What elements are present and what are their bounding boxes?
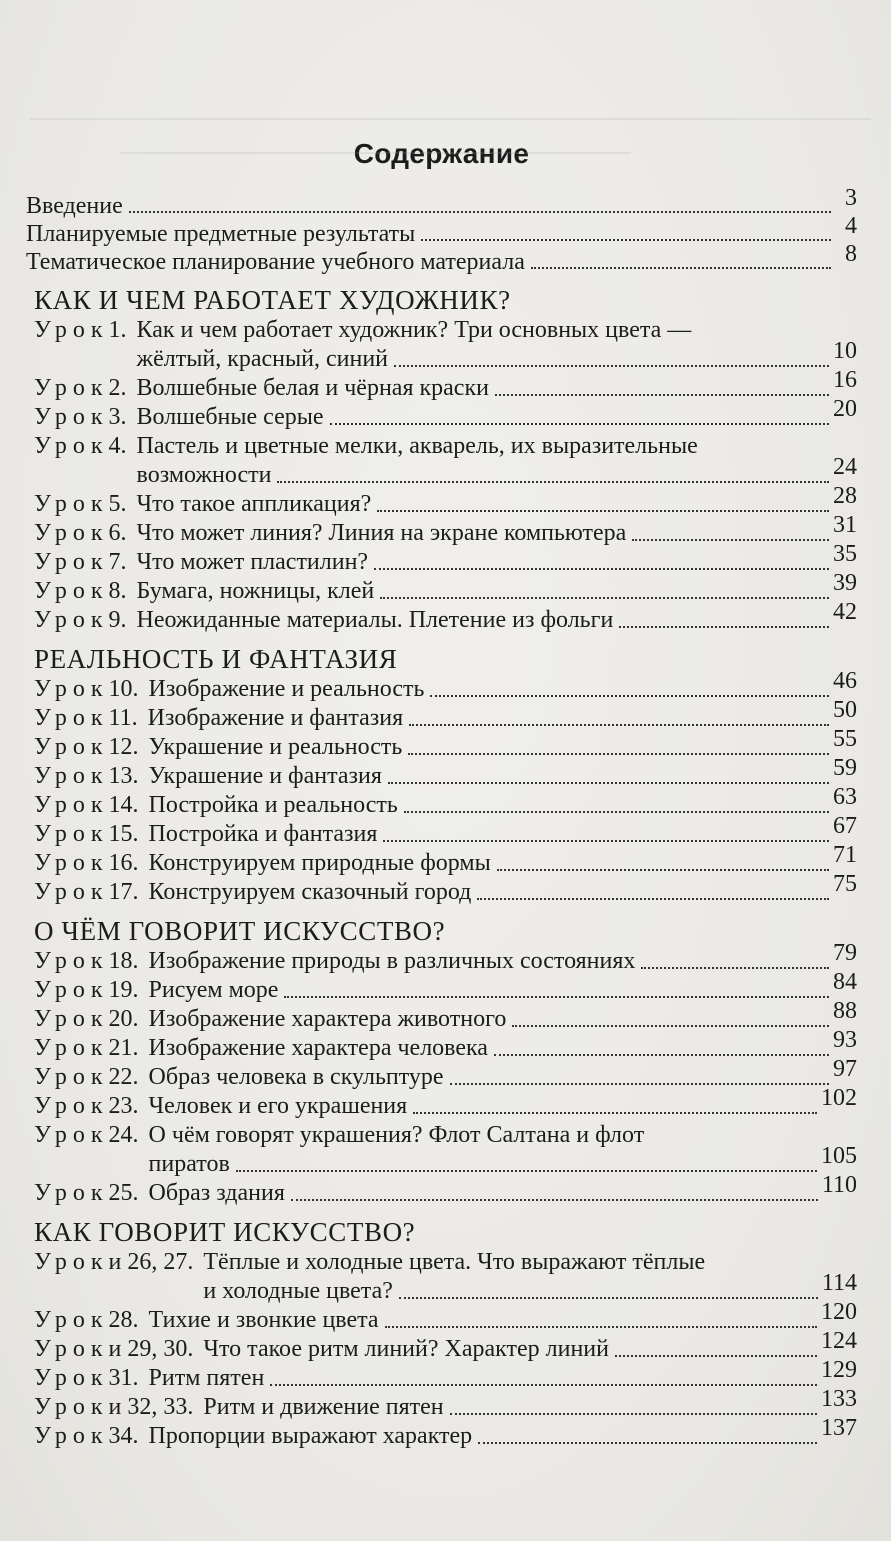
entry-text: Тематическое планирование учебного материала: [26, 249, 525, 275]
lesson-label: Урок: [34, 578, 109, 604]
dot-leader: [291, 1199, 818, 1201]
dot-leader: [374, 568, 829, 570]
page-number: 105: [821, 1143, 857, 1169]
page-number: 114: [821, 1270, 857, 1296]
lesson-entry[interactable]: [26, 483, 857, 519]
dot-leader: [284, 996, 829, 998]
page-number: 137: [821, 1415, 857, 1441]
lesson-label: Урок: [34, 1122, 109, 1148]
lesson-entry[interactable]: [26, 512, 857, 548]
lesson-entry[interactable]: [26, 1172, 857, 1208]
page-number: 50: [833, 697, 857, 723]
lesson-title: Человек и его украшения: [148, 1093, 408, 1119]
dot-leader: [497, 869, 829, 871]
lesson-number: 34.: [108, 1423, 139, 1449]
lesson-number: 16.: [108, 850, 139, 876]
page-number: 46: [833, 668, 857, 694]
lesson-number: 23.: [108, 1093, 139, 1119]
lesson-title-line: Тёплые и холодные цвета. Что выражают тёплые: [203, 1249, 706, 1275]
lesson-number: 3.: [108, 404, 127, 430]
dot-leader: [388, 782, 829, 784]
lesson-entry[interactable]: [26, 940, 857, 976]
lesson-label: Урок: [34, 317, 109, 343]
page-number: 124: [821, 1328, 857, 1354]
lesson-number: 29, 30.: [127, 1336, 194, 1362]
dot-leader: [377, 510, 829, 512]
bleed-through-line: [30, 118, 871, 120]
lesson-title: Ритм пятен: [148, 1365, 265, 1391]
lesson-title: Бумага, ножницы, клей: [136, 578, 375, 604]
dot-leader: [531, 267, 831, 269]
lesson-label: Урок: [34, 948, 109, 974]
lesson-entry[interactable]: [26, 1299, 857, 1335]
bleed-through-line: [120, 152, 631, 154]
lesson-number: 28.: [108, 1307, 139, 1333]
lesson-label: Урок: [34, 520, 109, 546]
lesson-label: Уроки: [34, 1394, 128, 1420]
dot-leader: [615, 1355, 817, 1357]
dot-leader: [394, 365, 829, 367]
lesson-number: 19.: [108, 977, 139, 1003]
page-number: 3: [845, 185, 857, 211]
lesson-label: Урок: [34, 607, 109, 633]
page-number: 24: [833, 454, 857, 480]
dot-leader: [277, 481, 829, 483]
lesson-number: 18.: [108, 948, 139, 974]
lesson-title: жёлтый, красный, синий: [136, 346, 389, 372]
page-number: 129: [821, 1357, 857, 1383]
dot-leader: [478, 1442, 817, 1444]
lesson-title: пиратов: [148, 1151, 230, 1177]
lesson-label: Урок: [34, 1180, 109, 1206]
page-number: 39: [833, 570, 857, 596]
lesson-number: 22.: [108, 1064, 139, 1090]
page-number: 120: [821, 1299, 857, 1325]
lesson-label: Урок: [34, 1423, 109, 1449]
lesson-number: 6.: [108, 520, 127, 546]
lesson-title: Тихие и звонкие цвета: [148, 1307, 379, 1333]
dot-leader: [129, 211, 831, 213]
lesson-label: Урок: [34, 792, 109, 818]
lesson-label: Урок: [34, 375, 109, 401]
lesson-title: Пропорции выражают характер: [148, 1423, 473, 1449]
lesson-title: Волшебные белая и чёрная краски: [136, 375, 489, 401]
dot-leader: [619, 626, 829, 628]
lesson-label: Урок: [34, 1006, 109, 1032]
lesson-title: Украшение и реальность: [148, 734, 403, 760]
lesson-title-line: Как и чем работает художник? Три основных цвета —: [136, 317, 692, 343]
lesson-number: 12.: [108, 734, 139, 760]
dot-leader: [477, 898, 829, 900]
lesson-title: и холодные цвета?: [203, 1278, 393, 1304]
dot-leader: [408, 753, 829, 755]
lesson-entry[interactable]: [26, 871, 857, 907]
lesson-title: Образ человека в скульптуре: [148, 1064, 444, 1090]
page-number: 84: [833, 969, 857, 995]
dot-leader: [399, 1297, 818, 1299]
lesson-number: 10.: [108, 676, 139, 702]
page-number: 67: [833, 813, 857, 839]
lesson-number: 9.: [108, 607, 127, 633]
lesson-title: Рисуем море: [148, 977, 279, 1003]
lesson-label: Урок: [34, 1093, 109, 1119]
lesson-title: Постройка и фантазия: [148, 821, 378, 847]
lesson-label: Уроки: [34, 1249, 128, 1275]
lesson-label: Урок: [34, 705, 109, 731]
toc-section: [26, 1216, 857, 1451]
toc-sections: [26, 284, 857, 1451]
lesson-number: 8.: [108, 578, 127, 604]
lesson-title: Ритм и движение пятен: [203, 1394, 444, 1420]
toc-entry[interactable]: [26, 185, 857, 220]
lesson-title: Изображение природы в различных состояниях: [148, 948, 636, 974]
lesson-number: 21.: [108, 1035, 139, 1061]
page-number: 97: [833, 1056, 857, 1082]
lesson-number: 14.: [108, 792, 139, 818]
lesson-entry[interactable]: [26, 998, 857, 1034]
lesson-title: Изображение характера человека: [148, 1035, 488, 1061]
lesson-label: Урок: [34, 433, 109, 459]
page-number: 75: [833, 871, 857, 897]
lesson-entry[interactable]: [26, 1121, 857, 1179]
lesson-entry[interactable]: [26, 1248, 857, 1306]
section-title: КАК И ЧЕМ РАБОТАЕТ ХУДОЖНИК?: [34, 285, 511, 315]
dot-leader: [450, 1413, 817, 1415]
lesson-entry[interactable]: [26, 541, 857, 577]
lesson-title: Что такое аппликация?: [136, 491, 372, 517]
page-number: 10: [833, 338, 857, 364]
lesson-entry[interactable]: [26, 755, 857, 791]
lesson-number: 24.: [108, 1122, 139, 1148]
lesson-number: 25.: [108, 1180, 139, 1206]
entry-text: Введение: [26, 193, 123, 219]
dot-leader: [236, 1170, 817, 1172]
lesson-label: Урок: [34, 977, 109, 1003]
page-number: 4: [845, 213, 857, 239]
page-number: 71: [833, 842, 857, 868]
lesson-entry[interactable]: [26, 316, 857, 374]
lesson-title: Конструируем сказочный город: [148, 879, 472, 905]
lesson-title: Постройка и реальность: [148, 792, 398, 818]
lesson-title: Изображение характера животного: [148, 1006, 507, 1032]
lesson-number: 11.: [108, 705, 138, 731]
page-title: Содержание: [353, 138, 530, 169]
lesson-entry[interactable]: [26, 1056, 857, 1092]
page-number: 88: [833, 998, 857, 1024]
lesson-label: Урок: [34, 1365, 109, 1391]
lesson-entry[interactable]: [26, 570, 857, 606]
page-number: 42: [833, 599, 857, 625]
dot-leader: [495, 394, 829, 396]
lesson-entry[interactable]: [26, 432, 857, 490]
lesson-number: 7.: [108, 549, 127, 575]
page-number: 8: [845, 241, 857, 267]
lesson-label: Урок: [34, 676, 109, 702]
lesson-entry[interactable]: [26, 784, 857, 820]
toc-section: [26, 284, 857, 635]
page-number: 63: [833, 784, 857, 810]
page-number: 20: [833, 396, 857, 422]
lesson-title: Что такое ритм линий? Характер линий: [203, 1336, 609, 1362]
lesson-entry[interactable]: [26, 1085, 857, 1121]
dot-leader: [632, 539, 829, 541]
lesson-number: 5.: [108, 491, 127, 517]
lesson-label: Урок: [34, 821, 109, 847]
lesson-entry[interactable]: [26, 1357, 857, 1393]
lesson-number: 32, 33.: [127, 1394, 194, 1420]
dot-leader: [450, 1083, 829, 1085]
lesson-title-line: О чём говорят украшения? Флот Салтана и флот: [148, 1122, 645, 1148]
lesson-title: Что может линия? Линия на экране компьютера: [136, 520, 627, 546]
section-title: КАК ГОВОРИТ ИСКУССТВО?: [34, 1217, 416, 1247]
lesson-label: Урок: [34, 1064, 109, 1090]
lesson-title: Изображение и реальность: [148, 676, 425, 702]
page-number: 93: [833, 1027, 857, 1053]
dot-leader: [330, 423, 829, 425]
lesson-title: возможности: [136, 462, 272, 488]
page-number: 16: [833, 367, 857, 393]
lesson-title: Образ здания: [148, 1180, 285, 1206]
dot-leader: [383, 840, 829, 842]
dot-leader: [409, 724, 829, 726]
section-title: РЕАЛЬНОСТЬ И ФАНТАЗИЯ: [34, 644, 398, 674]
dot-leader: [641, 967, 829, 969]
lesson-entry[interactable]: [26, 697, 857, 733]
lesson-entry[interactable]: [26, 1027, 857, 1063]
lesson-title: Неожиданные материалы. Плетение из фольги: [136, 607, 614, 633]
lesson-title-line: Пастель и цветные мелки, акварель, их выразительные: [136, 433, 698, 459]
lesson-label: Уроки: [34, 1336, 128, 1362]
lesson-label: Урок: [34, 879, 109, 905]
lesson-number: 4.: [108, 433, 127, 459]
lesson-number: 26, 27.: [127, 1249, 194, 1275]
lesson-label: Урок: [34, 1307, 109, 1333]
lesson-entry[interactable]: [26, 367, 857, 403]
dot-leader: [270, 1384, 817, 1386]
dot-leader: [404, 811, 829, 813]
dot-leader: [380, 597, 829, 599]
toc-section: [26, 915, 857, 1208]
lesson-label: Урок: [34, 763, 109, 789]
lesson-label: Урок: [34, 1035, 109, 1061]
toc-entry[interactable]: [26, 213, 857, 248]
page-number: 31: [833, 512, 857, 538]
dot-leader: [421, 239, 831, 241]
lesson-number: 15.: [108, 821, 139, 847]
lesson-title: Волшебные серые: [136, 404, 324, 430]
page-number: 102: [821, 1085, 857, 1111]
lesson-entry[interactable]: [26, 396, 857, 432]
lesson-label: Урок: [34, 549, 109, 575]
page-number: 133: [821, 1386, 857, 1412]
dot-leader: [494, 1054, 829, 1056]
dot-leader: [385, 1326, 817, 1328]
entry-text: Планируемые предметные результаты: [26, 221, 416, 247]
page-number: 55: [833, 726, 857, 752]
lesson-title: Изображение и фантазия: [147, 705, 404, 731]
section-title: О ЧЁМ ГОВОРИТ ИСКУССТВО?: [34, 916, 446, 946]
lesson-entry[interactable]: [26, 726, 857, 762]
lesson-entry[interactable]: [26, 599, 857, 635]
lesson-entry[interactable]: [26, 1328, 857, 1364]
lesson-number: 1.: [108, 317, 127, 343]
page-number: 35: [833, 541, 857, 567]
dot-leader: [430, 695, 829, 697]
lesson-label: Урок: [34, 734, 109, 760]
lesson-number: 31.: [108, 1365, 139, 1391]
page-number: 79: [833, 940, 857, 966]
lesson-label: Урок: [34, 404, 109, 430]
dot-leader: [512, 1025, 829, 1027]
lesson-entry[interactable]: [26, 1415, 857, 1451]
lesson-number: 13.: [108, 763, 139, 789]
lesson-label: Урок: [34, 491, 109, 517]
lesson-number: 20.: [108, 1006, 139, 1032]
lesson-title: Конструируем природные формы: [148, 850, 491, 876]
lesson-entry[interactable]: [26, 668, 857, 704]
lesson-title: Что может пластилин?: [136, 549, 369, 575]
lesson-entry[interactable]: [26, 1386, 857, 1422]
page-number: 110: [821, 1172, 857, 1198]
lesson-number: 2.: [108, 375, 127, 401]
lesson-title: Украшение и фантазия: [148, 763, 382, 789]
lesson-entry[interactable]: [26, 813, 857, 849]
page-number: 59: [833, 755, 857, 781]
lesson-entry[interactable]: [26, 969, 857, 1005]
dot-leader: [413, 1112, 817, 1114]
lesson-label: Урок: [34, 850, 109, 876]
toc-section: [26, 643, 857, 907]
lesson-entry[interactable]: [26, 842, 857, 878]
lesson-number: 17.: [108, 879, 139, 905]
page-number: 28: [833, 483, 857, 509]
intro-list: [26, 185, 857, 276]
toc-entry[interactable]: [26, 241, 857, 276]
